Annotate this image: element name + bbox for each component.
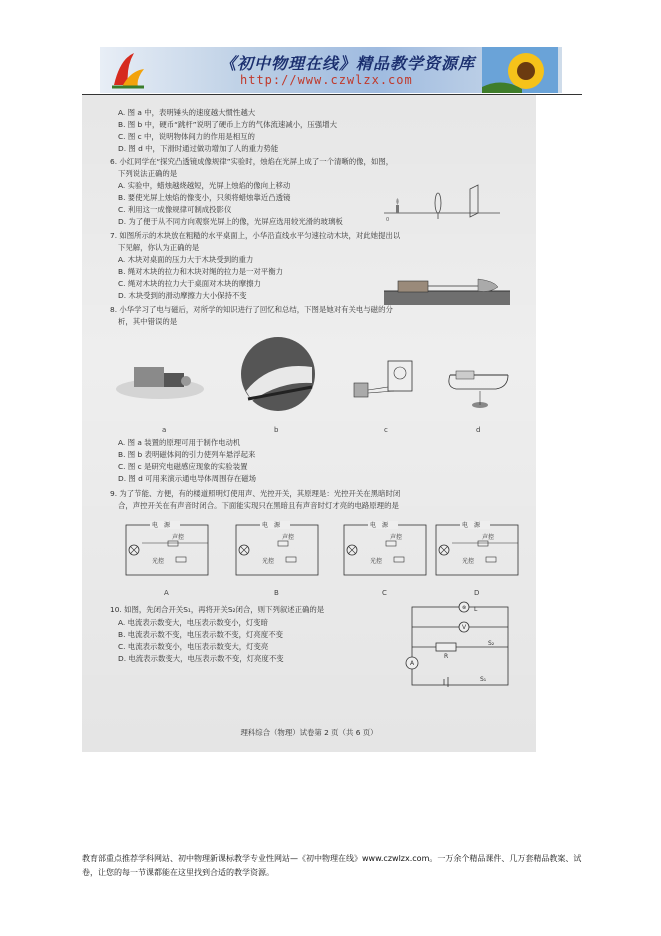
light-switch-label: 光控	[370, 558, 383, 565]
question-line: A. 木块对桌面的压力大于木块受到的重力	[118, 255, 254, 264]
power-source-label: 电 源	[370, 522, 389, 529]
question-line: 下列说法正确的是	[118, 169, 178, 178]
question-line: 10. 如图，先闭合开关S₁，再将开关S₂闭合，则下列叙述正确的是	[110, 605, 325, 614]
sound-switch-label: 声控	[282, 534, 295, 541]
q9-caption: C	[382, 589, 387, 597]
maglev-train-image	[240, 331, 316, 417]
question-line: C. 图 c 是研究电磁感应现象的实验装置	[118, 462, 248, 471]
question-line: 6. 小红同学在“探究凸透镜成像规律”实验时，烛焰在光屏上成了一个清晰的像，如图，	[110, 157, 394, 166]
motor-apparatus-image	[114, 353, 206, 403]
q9-circuit-A	[122, 519, 212, 579]
sound-switch-label: 声控	[482, 534, 495, 541]
question-line: A. 图 a 装置的原理可用于制作电动机	[118, 438, 241, 447]
question-line: 下见解，你认为正确的是	[118, 243, 200, 252]
question-line: B. 要使光屏上烛焰的像变小，只须将蜡烛靠近凸透镜	[118, 193, 291, 202]
question-line: D. 木块受到的滑动摩擦力大小保持不变	[118, 291, 247, 300]
scanned-exam-page	[82, 95, 536, 752]
question-line: B. 图 b 中，硬币“跳杆”说明了硬币上方的气体流速减小，压强增大	[118, 120, 337, 129]
question-line: B. 图 b 表明磁体间的引力使列车悬浮起来	[118, 450, 256, 459]
label-V: V	[462, 624, 467, 631]
q9-caption: D	[474, 589, 480, 597]
q9-circuit-D	[432, 519, 522, 579]
wooden-block-figure	[382, 273, 512, 307]
label-A: A	[410, 660, 415, 667]
power-source-label: 电 源	[152, 522, 171, 529]
light-switch-label: 光控	[152, 558, 165, 565]
q8-caption-c: c	[384, 426, 388, 434]
q9-caption: A	[164, 589, 169, 597]
label-S1: S₁	[480, 676, 487, 683]
q8-caption-b: b	[274, 426, 279, 434]
q9-circuit-B	[232, 519, 322, 579]
question-line: 9. 为了节能、方便，有的楼道照明灯使用声、光控开关，其原理是：光控开关在黑暗时闭	[110, 489, 401, 498]
question-line: 8. 小华学习了电与磁后，对所学的知识进行了回忆和总结，下图是她对有关电与磁的分	[110, 305, 393, 314]
question-line: A. 电流表示数变大，电压表示数变小，灯变暗	[118, 618, 269, 627]
question-line: B. 绳对木块的拉力和木块对绳的拉力是一对平衡力	[118, 267, 283, 276]
power-source-label: 电 源	[462, 522, 481, 529]
power-source-label: 电 源	[262, 522, 281, 529]
question-line: D. 电流表示数变大，电压表示数不变，灯亮度不变	[118, 654, 284, 663]
question-line: D. 图 d 可用来演示通电导体周围存在磁场	[118, 474, 257, 483]
label-S2: S₂	[488, 640, 495, 647]
scan-page-footer: 理科综合（物理）试卷第 2 页（共 6 页）	[240, 728, 378, 737]
site-logo-icon	[108, 49, 148, 91]
site-promo-note: 教育部重点推荐学科网站、初中物理新课标教学专业性网站—《初中物理在线》www.czwlzx.com。一万余个精品课件、几万套精品教案、试卷，让您的每一节课都能在这里找到合适的教学资源。	[82, 854, 582, 877]
q8-caption-a: a	[162, 426, 167, 434]
q8-caption-d: d	[476, 426, 481, 434]
sound-switch-label: 声控	[390, 534, 403, 541]
question-line: C. 图 c 中，说明物体间力的作用是相互的	[118, 132, 255, 141]
q9-circuit-C	[340, 519, 430, 579]
banner-url[interactable]: http://www.czwlzx.com	[240, 73, 413, 87]
light-switch-label: 光控	[462, 558, 475, 565]
svg-text:⊗: ⊗	[462, 605, 467, 611]
label-R: R	[444, 653, 449, 660]
q10-circuit-diagram	[404, 601, 516, 693]
question-line: D. 图 d 中，下滑时通过做功增加了人的重力势能	[118, 144, 279, 153]
question-line: A. 图 a 中，表明锤头的速度越大惯性越大	[118, 108, 256, 117]
question-line: A. 实验中，蜡烛越烧越短，光屏上烛焰的像向上移动	[118, 181, 291, 190]
question-line: 7. 如图所示的木块放在粗糙的水平桌面上，小华沿直线水平匀速拉动木块，对此她提出以	[110, 231, 401, 240]
lens-experiment-figure	[382, 183, 502, 223]
question-line: C. 绳对木块的拉力大于桌面对木块的摩擦力	[118, 279, 261, 288]
question-line: C. 电流表示数变小，电压表示数变大，灯变亮	[118, 642, 269, 651]
site-banner	[100, 47, 562, 93]
current-magnetic-field-image	[446, 365, 512, 415]
sound-switch-label: 声控	[172, 534, 185, 541]
light-switch-label: 光控	[262, 558, 275, 565]
question-line: D. 为了便于从不同方向观察光屏上的像，光屏应选用较光滑的玻璃板	[118, 217, 343, 226]
label-L: L	[474, 606, 478, 613]
question-line: 析，其中错误的是	[118, 317, 178, 326]
question-line: C. 利用这一成像规律可制成投影仪	[118, 205, 232, 214]
electromagnetic-induction-image	[344, 357, 424, 409]
q9-caption: B	[274, 589, 279, 597]
question-line: 合，声控开关在有声音时闭合。下面能实现只在黑暗且有声音时灯才亮的电路原理的是	[118, 501, 399, 510]
svg-text:0: 0	[386, 217, 390, 223]
banner-title: 《初中物理在线》精品教学资源库	[220, 54, 476, 73]
sunflower-icon	[482, 47, 558, 93]
question-line: B. 电流表示数不变，电压表示数不变，灯亮度不变	[118, 630, 283, 639]
